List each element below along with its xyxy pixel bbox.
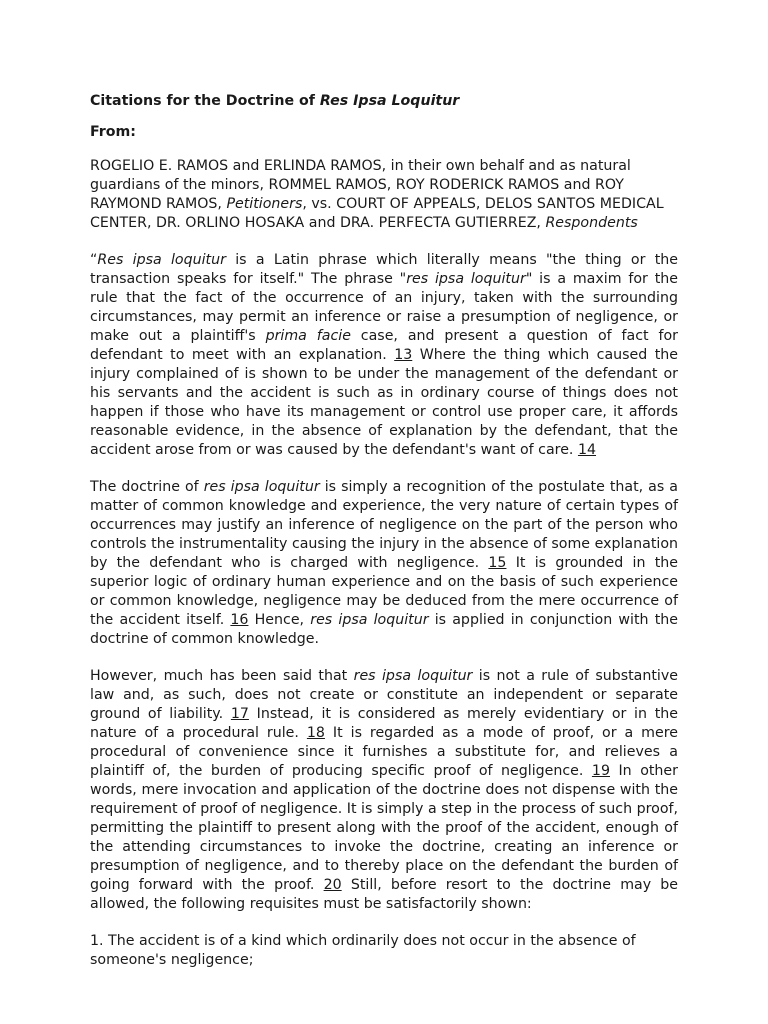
term-res-ipsa: res ipsa loquitur: [203, 479, 320, 495]
requisite-item-1: 1. The accident is of a kind which ordinarily does not occur in the absence of someone's negligence;: [90, 933, 636, 968]
term-res-ipsa: res ipsa loquitur: [406, 271, 526, 287]
paragraph-postulate: [90, 478, 678, 649]
paragraph-text: However, much has been said that: [90, 668, 354, 684]
parties-petitioners-names: ROGELIO E. RAMOS and ERLINDA RAMOS, in their own behalf and as natural guardians of the minors, ROMMEL RAMOS, ROY RODERICK RAMOS and ROY RAYMOND RAMOS,: [90, 158, 631, 212]
paragraph-definition: [90, 251, 678, 460]
title-emphasis: Res Ipsa Loquitur: [319, 93, 460, 109]
footnote-link-20[interactable]: 20: [323, 877, 342, 893]
paragraph-text: In other words, mere invocation and application of the doctrine does not dispense with the requirement of proof of negligence. It is simply a step in the process of such proof, permitting the plaintiff to present along with the proof of the accident, enough of the attending circumstances to invoke the doctrine, creating an inference or presumption of negligence, and to thereby place on the defendant the burden of going forward with the proof.: [90, 763, 678, 893]
footnote-link-18[interactable]: 18: [306, 725, 325, 741]
footnote-link-15[interactable]: 15: [488, 555, 507, 571]
term-res-ipsa: res ipsa loquitur: [310, 612, 429, 628]
petitioners-label: Petitioners: [226, 196, 303, 212]
respondents-label: Respondents: [545, 215, 638, 231]
from-label: From:: [90, 124, 136, 140]
paragraph-procedural: [90, 667, 678, 914]
term-res-ipsa: res ipsa loquitur: [353, 668, 473, 684]
title-text: Citations for the Doctrine of: [90, 93, 320, 109]
footnote-link-17[interactable]: 17: [230, 706, 249, 722]
paragraph-text: is applied in conjunction with the doctrine of common knowledge.: [90, 612, 678, 647]
parties-respondents-names: , vs. COURT OF APPEALS, DELOS SANTOS MEDICAL CENTER, DR. ORLINO HOSAKA and DRA. PERFECTA GUTIERREZ,: [90, 196, 664, 231]
open-quote: “: [90, 252, 98, 268]
paragraph-text: Still, before resort to the doctrine may be allowed, the following requisites must be satisfactorily shown:: [90, 877, 679, 912]
paragraph-text: is a Latin phrase which literally means "the thing or the transaction speaks for itself." The phrase ": [90, 252, 678, 287]
paragraph-text: " is a maxim for the rule that the fact of the occurrence of an injury, taken with the surrounding circumstances, may permit an inference or raise a presumption of negligence, or make out a plaintiff's: [90, 271, 678, 344]
paragraph-text: Where the thing which caused the injury complained of is shown to be under the management of the defendant or his servants and the accident is such as in ordinary course of things does not happen if those who have its management or control use proper care, it affords reasonable evidence, in the absence of explanation by the defendant, that the accident arose from or was caused by the defendant's want of care.: [90, 347, 678, 458]
paragraph-text: It is grounded in the superior logic of ordinary human experience and on the basis of such experience or common knowledge, negligence may be deduced from the mere occurrence of the accident itself.: [90, 555, 678, 628]
document-title: [90, 92, 678, 111]
paragraph-text: The doctrine of: [90, 479, 204, 495]
case-parties: [90, 157, 678, 233]
paragraph-text: is simply a recognition of the postulate that, as a matter of common knowledge and experience, the very nature of certain types of occurrences may justify an inference of negligence on the part of the person who controls the instrumentality causing the injury in the absence of some explanation by the defendant who is charged with negligence.: [90, 479, 678, 571]
term-prima-facie: prima facie: [265, 328, 351, 344]
paragraph-text: Instead, it is considered as merely evidentiary or in the nature of a procedural rule.: [90, 706, 678, 741]
paragraph-text: is not a rule of substantive law and, as such, does not create or constitute an independent or separate ground of liability.: [90, 668, 678, 722]
paragraph-text: Hence,: [248, 612, 311, 628]
term-res-ipsa: Res ipsa loquitur: [97, 252, 226, 268]
document-page: [90, 92, 678, 988]
footnote-link-14[interactable]: 14: [577, 442, 597, 458]
footnote-link-16[interactable]: 16: [230, 612, 249, 628]
paragraph-text: It is regarded as a mode of proof, or a mere procedural of convenience since it furnishes a substitute for, and relieves a plaintiff of, the burden of producing specific proof of negligence.: [90, 725, 678, 779]
footnote-link-19[interactable]: 19: [591, 763, 610, 779]
paragraph-text: case, and present a question of fact for defendant to meet with an explanation.: [90, 328, 678, 363]
footnote-link-13[interactable]: 13: [394, 347, 413, 363]
